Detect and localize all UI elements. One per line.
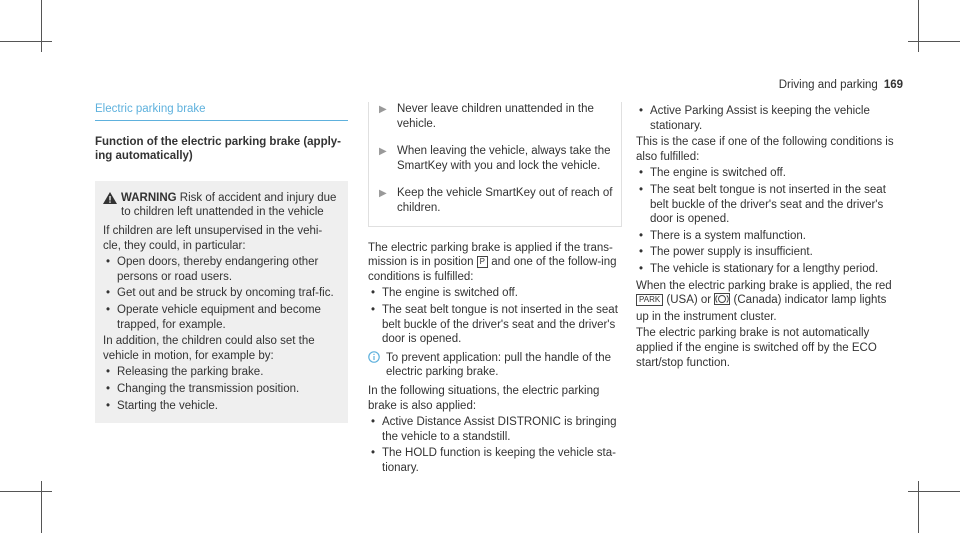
paragraph: In the following situations, the electric parking brake is also applied: [368, 384, 600, 412]
list-item: • The seat belt tongue is not inserted in the seat belt buckle of the driver's seat and the driver's door is opened. [371, 303, 618, 346]
warning-continuation-box [368, 102, 622, 227]
crop-mark [908, 491, 960, 492]
action-item: ▶ Never leave children unattended in the vehicle. [379, 103, 594, 130]
left-column [95, 102, 348, 423]
condition-list-2 [368, 415, 622, 475]
list-item: • The engine is switched off. [371, 287, 518, 300]
action-item: ▶ When leaving the vehicle, always take the SmartKey with you and lock the vehicle. [379, 145, 611, 172]
middle-column [368, 102, 622, 477]
arrow-icon: ▶ [379, 146, 387, 158]
park-indicator-symbol: PARK [636, 294, 663, 306]
paragraph: The electric parking brake is applied if the trans-mission is in position P and one of the follow-ing conditions is fulfilled: [368, 241, 617, 283]
crop-mark [918, 481, 919, 533]
condition-list [368, 286, 622, 346]
action-item: ▶ Keep the vehicle SmartKey out of reach of children. [379, 187, 613, 214]
gear-p-symbol: P [477, 256, 488, 268]
info-icon [368, 351, 386, 380]
crop-mark [918, 0, 919, 52]
list-item: • The power supply is insufficient. [639, 246, 813, 259]
list-item: • Releasing the parking brake. [106, 366, 264, 379]
condition-list-4 [636, 166, 898, 276]
page-number: 169 [883, 79, 903, 91]
list-item: • There is a system malfunction. [639, 229, 806, 242]
warning-box [95, 181, 348, 423]
parking-brake-canada-icon [714, 293, 730, 310]
warning-para: In addition, the children could also set the vehicle in motion, for example by: [103, 335, 315, 362]
warning-triangle-icon [103, 191, 121, 220]
note: To prevent application: pull the handle of the electric parking brake. [368, 351, 622, 380]
crop-mark [0, 41, 52, 42]
arrow-icon: ▶ [379, 188, 387, 200]
list-item: • Get out and be struck by oncoming traf-fic. [106, 287, 334, 300]
right-column [636, 102, 898, 370]
subheading: Function of the electric parking brake (apply-ing automatically) [95, 135, 342, 163]
warning-list [103, 255, 340, 332]
condition-list-3 [636, 104, 898, 133]
list-item: • Operate vehicle equipment and become trapped, for example. [106, 303, 321, 331]
list-item: • Active Parking Assist is keeping the vehicle stationary. [639, 105, 870, 132]
list-item: • Open doors, thereby endangering other persons or road users. [106, 256, 319, 283]
section-title: Electric parking brake [95, 102, 348, 121]
crop-mark [41, 0, 42, 52]
crop-mark [0, 491, 52, 492]
warning-label: WARNING [121, 191, 177, 204]
list-item: • The vehicle is stationary for a lengthy period. [639, 262, 879, 275]
list-item: • Changing the transmission position. [106, 382, 300, 395]
warning-list-2 [103, 365, 340, 413]
list-item: • The seat belt tongue is not inserted in the seat belt buckle of the driver's seat and the driver's door is opened. [639, 183, 886, 226]
paragraph: The electric parking brake is not automatically applied if the engine is switched off by the ECO start/stop function. [636, 327, 877, 369]
warning-text: WARNING Risk of accident and injury due to children left unattended in the vehicle [121, 191, 337, 219]
warning-intro: If children are left unsupervised in the vehi-cle, they could, in particular: [103, 224, 323, 252]
crop-mark [908, 41, 960, 42]
list-item: • The HOLD function is keeping the vehicle sta-tionary. [371, 447, 616, 474]
page-header [779, 79, 903, 91]
crop-mark [41, 481, 42, 533]
header-title: Driving and parking [778, 79, 878, 91]
list-item: • Active Distance Assist DISTRONIC is bringing the vehicle to a standstill. [371, 416, 617, 443]
list-item: • The engine is switched off. [639, 167, 786, 180]
paragraph: This is the case if one of the following conditions is also fulfilled: [636, 136, 894, 163]
list-item: • Starting the vehicle. [106, 399, 219, 412]
paragraph: When the electric parking brake is applied, the red PARK (USA) or (Canada) indicator lamp lights up in the instrument cluster. [636, 279, 892, 323]
arrow-icon: ▶ [379, 104, 387, 115]
